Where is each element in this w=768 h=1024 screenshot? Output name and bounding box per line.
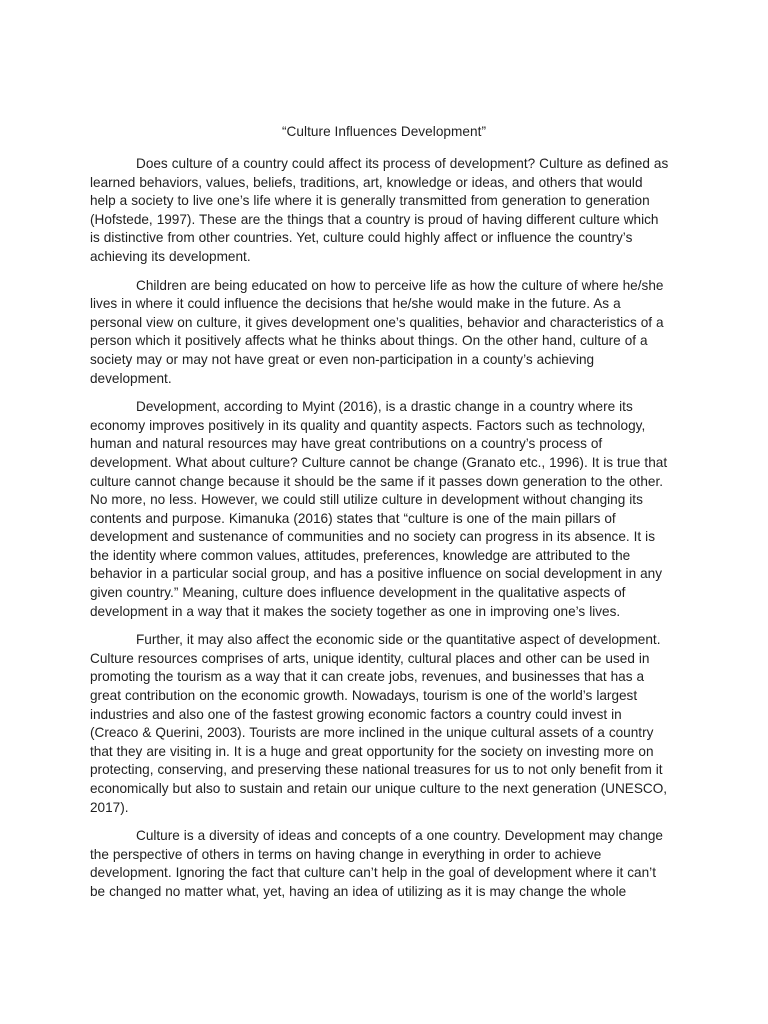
paragraph-4: Further, it may also affect the economic side or the quantitative aspect of development. Culture resources comprises of arts, unique identity, cultural places and other can be used in promoting the tourism as a way that it can create jobs, revenues, and businesses that has a great contribution on the economic growth. Nowadays, tourism is one of the world’s largest industries and also one of the fastest growing economic factors a country could invest in (Creaco & Querini, 2003). Tourists are more inclined in the unique cultural assets of a country that they are visiting in. It is a huge and great opportunity for the society on investing more on protecting, conserving, and preserving these national treasures for us to not only benefit from it economically but also to sustain and retain our unique culture to the next generation (UNESCO, 2017). xyxy=(90,632,668,815)
document-body xyxy=(90,155,672,912)
paragraph-3: Development, according to Myint (2016), is a drastic change in a country where its economy improves positively in its quality and quantity aspects. Factors such as technology, human and natural resources may have great contributions on a country’s process of development. What about culture? Culture cannot be change (Granato etc., 1996). It is true that culture cannot change because it should be the same if it passes down generation to the other. No more, no less. However, we could still utilize culture in development without changing its contents and purpose. Kimanuka (2016) states that “culture is one of the main pillars of development and sustenance of communities and no society can progress in its absence. It is the identity where common values, attitudes, preferences, knowledge are attributed to the behavior in a particular social group, and has a positive influence on social development in any given country.” Meaning, culture does influence development in the qualitative aspects of development in a way that it makes the society together as one in improving one’s lives. xyxy=(90,399,668,619)
paragraph-1: Does culture of a country could affect its process of development? Culture as defined as learned behaviors, values, beliefs, traditions, art, knowledge or ideas, and others that would help a society to live one’s life where it is generally transmitted from generation to generation (Hofstede, 1997). These are the things that a country is proud of having different culture which is distinctive from other countries. Yet, culture could highly affect or influence the country’s achieving its development. xyxy=(90,156,669,264)
document-title: “Culture Influences Development” xyxy=(281,124,487,139)
paragraph-5: Culture is a diversity of ideas and concepts of a one country. Development may change the perspective of others in terms on having change in everything in order to achieve development. Ignoring the fact that culture can’t help in the goal of development where it can’t be changed no matter what, yet, having an idea of utilizing as it is may change the whole xyxy=(90,828,663,899)
paragraph-2: Children are being educated on how to perceive life as how the culture of where he/she lives in where it could influence the decisions that he/she would make in the future. As a personal view on culture, it gives development one’s qualities, behavior and characteristics of a person which it positively affects what he thinks about things. On the other hand, culture of a society may or may not have great or even non-participation in a county’s achieving development. xyxy=(90,277,664,386)
